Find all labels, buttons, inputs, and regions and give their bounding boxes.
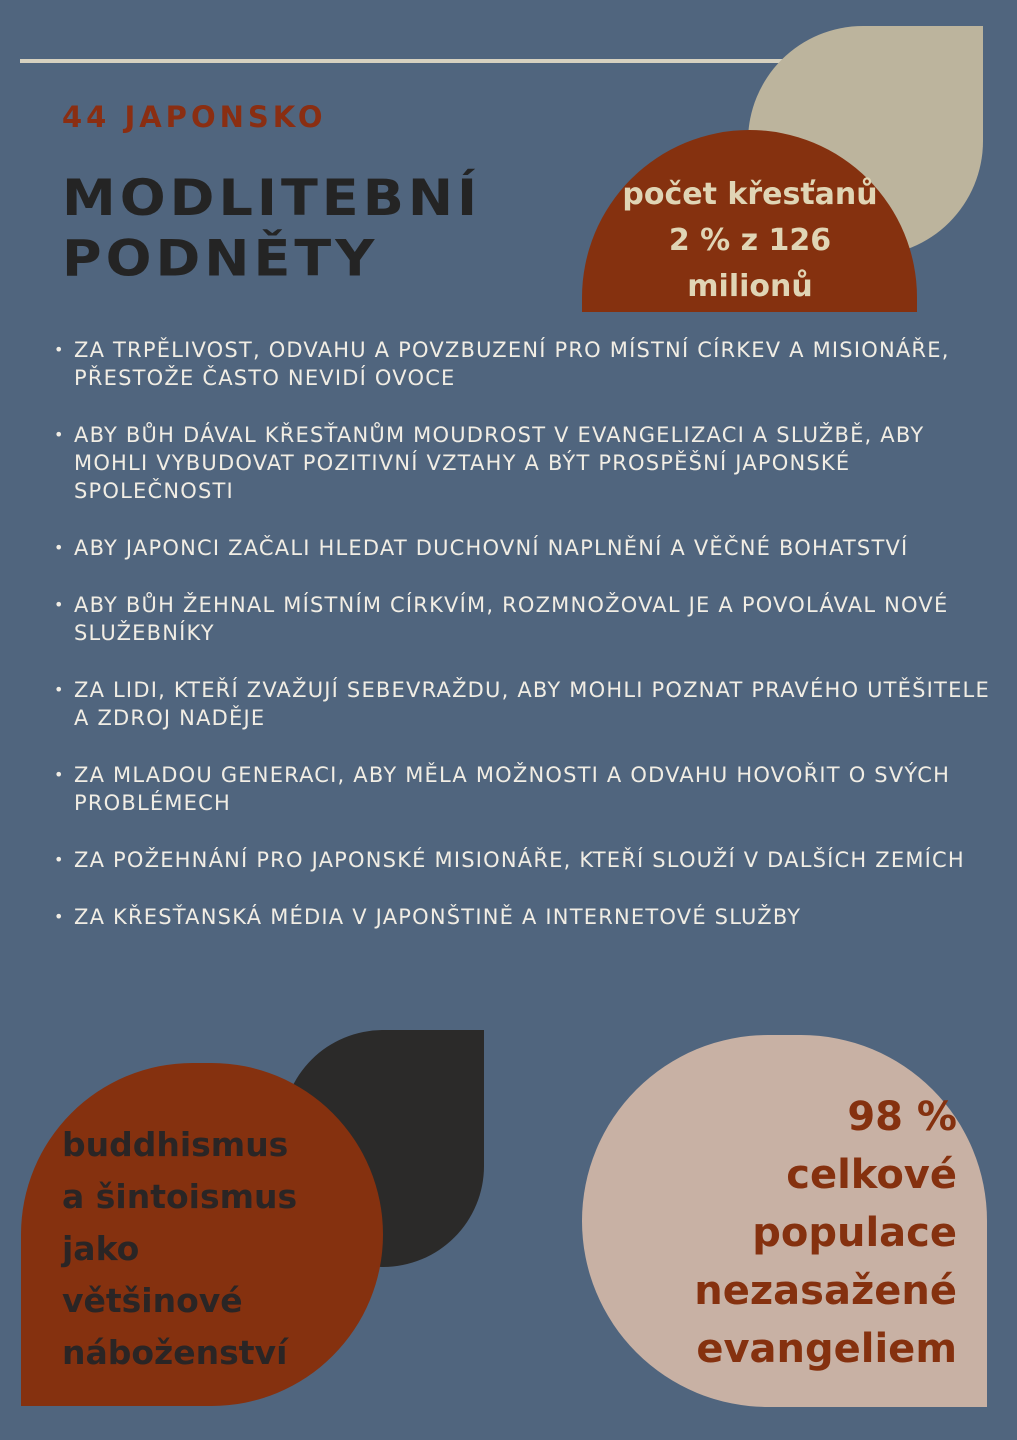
page-title bbox=[62, 168, 481, 289]
unreached-line: celkové bbox=[786, 1152, 957, 1198]
religion-line: jako bbox=[62, 1229, 140, 1268]
christians-stat-value: 2 % z 126 bbox=[668, 223, 832, 258]
unreached-line: populace bbox=[752, 1210, 957, 1256]
prayer-point: • ZA POŽEHNÁNÍ PRO JAPONSKÉ MISIONÁŘE, KTEŘÍ SLOUŽÍ V DALŠÍCH ZEMÍCH bbox=[52, 846, 992, 874]
christians-stat-unit: milionů bbox=[687, 269, 813, 304]
unreached-callout bbox=[694, 1088, 957, 1378]
christians-stat bbox=[600, 172, 900, 310]
christians-stat-label: počet křesťanů bbox=[622, 177, 878, 212]
page-title-line2: PODNĚTY bbox=[62, 229, 379, 288]
prayer-point: • ZA KŘESŤANSKÁ MÉDIA V JAPONŠTINĚ A INTERNETOVÉ SLUŽBY bbox=[52, 903, 992, 931]
unreached-line: nezasažené bbox=[694, 1268, 957, 1314]
prayer-point: • ABY JAPONCI ZAČALI HLEDAT DUCHOVNÍ NAPLNĚNÍ A VĚČNÉ BOHATSTVÍ bbox=[52, 534, 992, 562]
prayer-point: • ZA LIDI, KTEŘÍ ZVAŽUJÍ SEBEVRAŽDU, ABY MOHLI POZNAT PRAVÉHO UTĚŠITELE A ZDROJ NADĚJE bbox=[52, 676, 992, 732]
religion-line: a šintoismus bbox=[62, 1177, 298, 1216]
prayer-points-list bbox=[52, 336, 992, 960]
top-divider-line bbox=[20, 59, 820, 63]
prayer-point: • ZA MLADOU GENERACI, ABY MĚLA MOŽNOSTI A ODVAHU HOVOŘIT O SVÝCH PROBLÉMECH bbox=[52, 761, 992, 817]
religion-callout bbox=[62, 1119, 297, 1379]
unreached-line: evangeliem bbox=[696, 1326, 957, 1372]
religion-line: většinové bbox=[62, 1281, 243, 1320]
religion-line: náboženství bbox=[62, 1333, 288, 1372]
prayer-point: • ABY BŮH DÁVAL KŘESŤANŮM MOUDROST V EVANGELIZACI A SLUŽBĚ, ABY MOHLI VYBUDOVAT POZITIVNÍ VZTAHY A BÝT PROSPĚŠNÍ JAPONSKÉ SPOLEČNOSTI bbox=[52, 421, 992, 505]
page-title-line1: MODLITEBNÍ bbox=[62, 168, 482, 227]
religion-line: buddhismus bbox=[62, 1125, 289, 1164]
prayer-point: • ABY BŮH ŽEHNAL MÍSTNÍM CÍRKVÍM, ROZMNOŽOVAL JE A POVOLÁVAL NOVÉ SLUŽEBNÍKY bbox=[52, 591, 992, 647]
country-kicker: 44 JAPONSKO bbox=[62, 100, 327, 134]
unreached-percent: 98 % bbox=[847, 1094, 957, 1140]
prayer-point: • ZA TRPĚLIVOST, ODVAHU A POVZBUZENÍ PRO MÍSTNÍ CÍRKEV A MISIONÁŘE, PŘESTOŽE ČASTO NEVIDÍ OVOCE bbox=[52, 336, 992, 392]
